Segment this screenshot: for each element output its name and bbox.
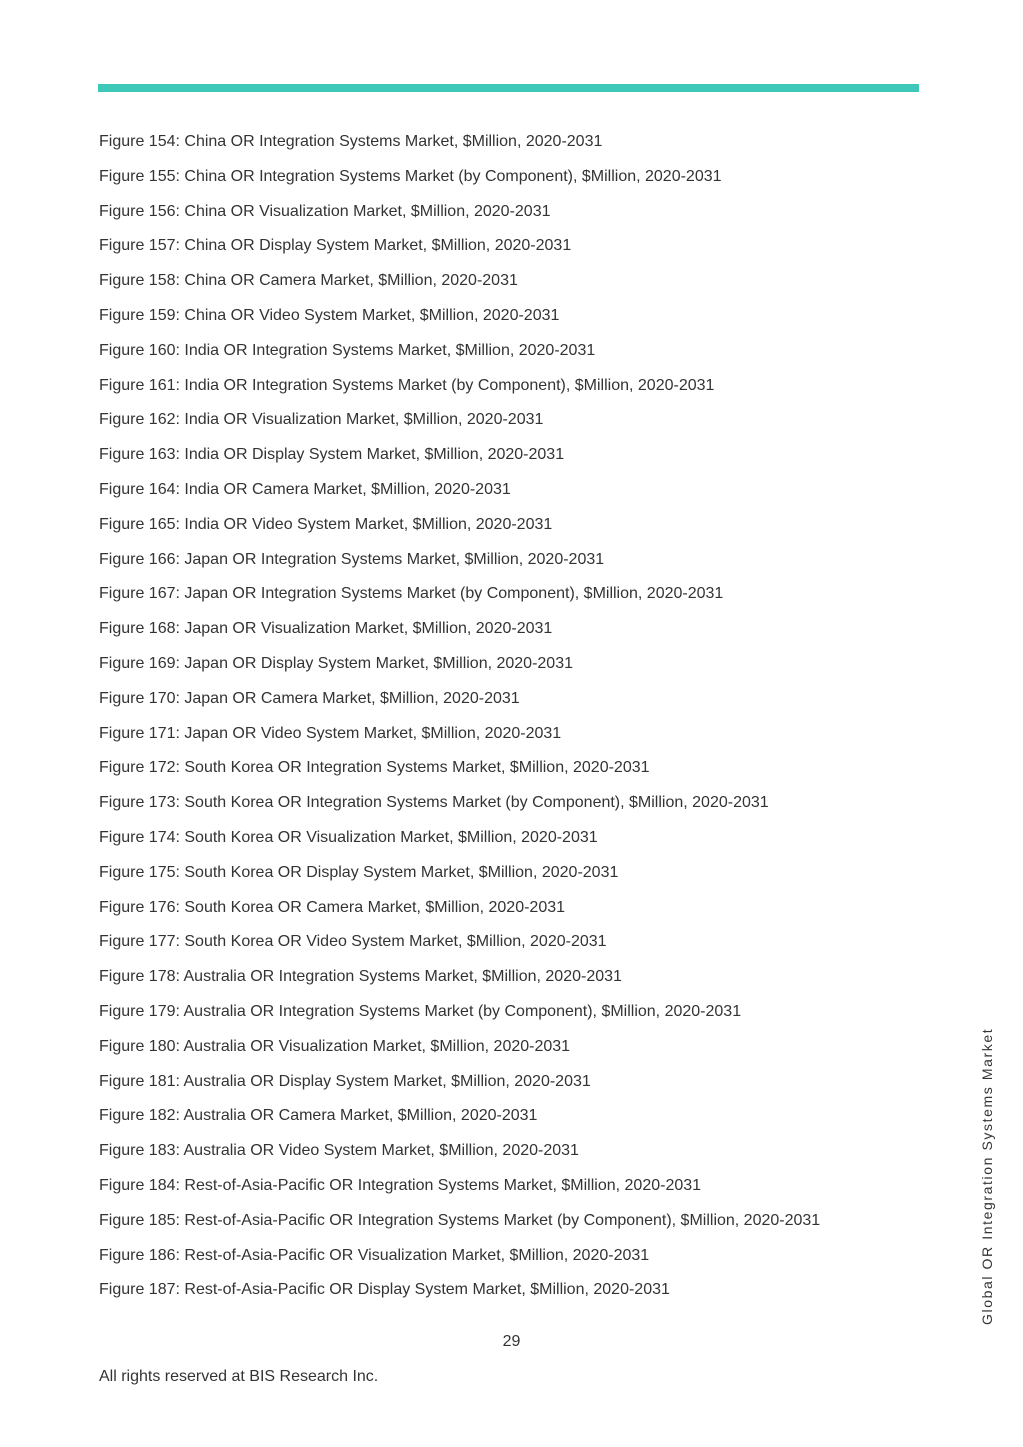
figure-list-item: Figure 178: Australia OR Integration Systems Market, $Million, 2020-2031 <box>99 968 622 986</box>
figure-list-item: Figure 187: Rest-of-Asia-Pacific OR Display System Market, $Million, 2020-2031 <box>99 1281 670 1299</box>
figure-list-item: Figure 174: South Korea OR Visualization Market, $Million, 2020-2031 <box>99 828 598 846</box>
list-of-figures <box>99 128 820 1311</box>
figure-list-item: Figure 184: Rest-of-Asia-Pacific OR Integration Systems Market, $Million, 2020-2031 <box>99 1176 702 1194</box>
figure-list-item: Figure 181: Australia OR Display System Market, $Million, 2020-2031 <box>99 1072 591 1090</box>
figure-list-item: Figure 185: Rest-of-Asia-Pacific OR Integration Systems Market (by Component), $Million, 2020-2031 <box>99 1211 821 1229</box>
figure-list-item: Figure 160: India OR Integration Systems Market, $Million, 2020-2031 <box>99 341 596 359</box>
figure-list-item: Figure 156: China OR Visualization Market, $Million, 2020-2031 <box>99 202 551 220</box>
figure-list-item: Figure 158: China OR Camera Market, $Million, 2020-2031 <box>99 272 518 290</box>
figure-list-item: Figure 173: South Korea OR Integration Systems Market (by Component), $Million, 2020-2031 <box>99 794 769 812</box>
figure-list-item: Figure 179: Australia OR Integration Systems Market (by Component), $Million, 2020-2031 <box>99 1002 742 1020</box>
figure-list-item: Figure 170: Japan OR Camera Market, $Million, 2020-2031 <box>99 689 520 707</box>
figure-list-item: Figure 176: South Korea OR Camera Market, $Million, 2020-2031 <box>99 898 566 916</box>
figure-list-item: Figure 154: China OR Integration Systems Market, $Million, 2020-2031 <box>99 133 603 150</box>
figure-list-item: Figure 186: Rest-of-Asia-Pacific OR Visualization Market, $Million, 2020-2031 <box>99 1246 650 1264</box>
figure-list-item: Figure 180: Australia OR Visualization Market, $Million, 2020-2031 <box>99 1037 571 1055</box>
figure-list-item: Figure 171: Japan OR Video System Market, $Million, 2020-2031 <box>99 724 562 742</box>
figure-list-item: Figure 166: Japan OR Integration Systems Market, $Million, 2020-2031 <box>99 550 605 568</box>
page-number: 29 <box>502 1333 521 1350</box>
side-report-title: Global OR Integration Systems Market <box>979 1027 995 1325</box>
figure-list-item: Figure 177: South Korea OR Video System Market, $Million, 2020-2031 <box>99 933 607 951</box>
figure-list-item: Figure 168: Japan OR Visualization Market, $Million, 2020-2031 <box>99 620 553 638</box>
figure-list-item: Figure 163: India OR Display System Market, $Million, 2020-2031 <box>99 446 565 464</box>
figure-list-item: Figure 175: South Korea OR Display System Market, $Million, 2020-2031 <box>99 863 619 881</box>
figure-list-item: Figure 169: Japan OR Display System Market, $Million, 2020-2031 <box>99 654 573 672</box>
figure-list-item: Figure 157: China OR Display System Market, $Million, 2020-2031 <box>99 237 572 255</box>
figure-list-item: Figure 172: South Korea OR Integration Systems Market, $Million, 2020-2031 <box>99 759 650 777</box>
figure-list-item: Figure 182: Australia OR Camera Market, $Million, 2020-2031 <box>99 1107 538 1125</box>
figure-list-item: Figure 165: India OR Video System Market, $Million, 2020-2031 <box>99 515 553 533</box>
figure-list-item: Figure 159: China OR Video System Market, $Million, 2020-2031 <box>99 306 560 324</box>
figure-list-item: Figure 162: India OR Visualization Market, $Million, 2020-2031 <box>99 411 544 429</box>
figure-list-item: Figure 161: India OR Integration Systems Market (by Component), $Million, 2020-2031 <box>99 376 715 394</box>
figure-list-item: Figure 155: China OR Integration Systems Market (by Component), $Million, 2020-2031 <box>99 167 722 185</box>
header-accent-bar <box>98 84 919 92</box>
figure-list-item: Figure 183: Australia OR Video System Market, $Million, 2020-2031 <box>99 1142 579 1160</box>
figure-list-item: Figure 167: Japan OR Integration Systems Market (by Component), $Million, 2020-2031 <box>99 585 724 603</box>
figure-list-item: Figure 164: India OR Camera Market, $Million, 2020-2031 <box>99 480 511 498</box>
footer-copyright: All rights reserved at BIS Research Inc. <box>99 1368 379 1385</box>
